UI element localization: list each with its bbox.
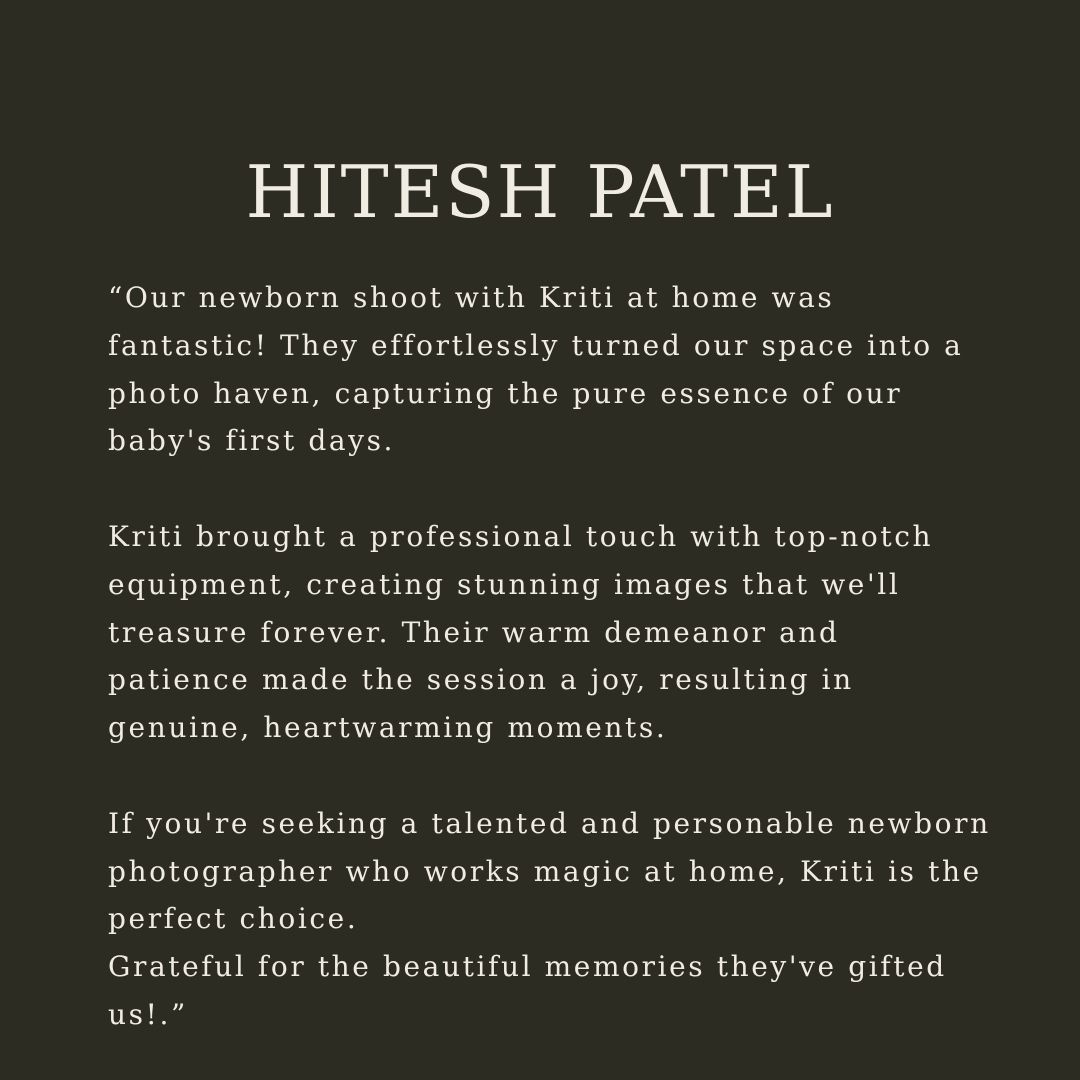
text-line: Kriti brought a professional touch with top-notch: [108, 519, 934, 553]
text-line: equipment, creating stunning images that we'll: [108, 567, 901, 601]
text-line: “Our newborn shoot with Kriti at home was: [108, 281, 835, 314]
text-line: perfect choice.: [108, 902, 359, 936]
text-line: photo haven, capturing the pure essence of our: [108, 376, 903, 410]
text-line: genuine, heartwarming moments.: [108, 711, 668, 745]
text-line: us!.”: [108, 997, 188, 1031]
testimonial-paragraph-2: [108, 513, 1008, 752]
text-line: photographer who works magic at home, Kriti is the: [108, 854, 982, 888]
text-line: treasure forever. Their warm demeanor and: [108, 615, 840, 649]
testimonial-body: [108, 274, 1008, 1039]
client-name-title: HITESH PATEL: [245, 150, 835, 234]
text-line: patience made the session a joy, resulting in: [108, 663, 854, 697]
testimonial-paragraph-1: [108, 274, 1008, 465]
paragraph-spacer: [108, 752, 1008, 800]
paragraph-spacer: [108, 465, 1008, 513]
text-line: Grateful for the beautiful memories they've gifted: [108, 950, 947, 984]
text-line: If you're seeking a talented and personable newborn: [108, 806, 991, 840]
text-line: fantastic! They effortlessly turned our space into a: [108, 328, 964, 362]
text-line: baby's first days.: [108, 424, 396, 458]
testimonial-paragraph-3: [108, 800, 1008, 1039]
